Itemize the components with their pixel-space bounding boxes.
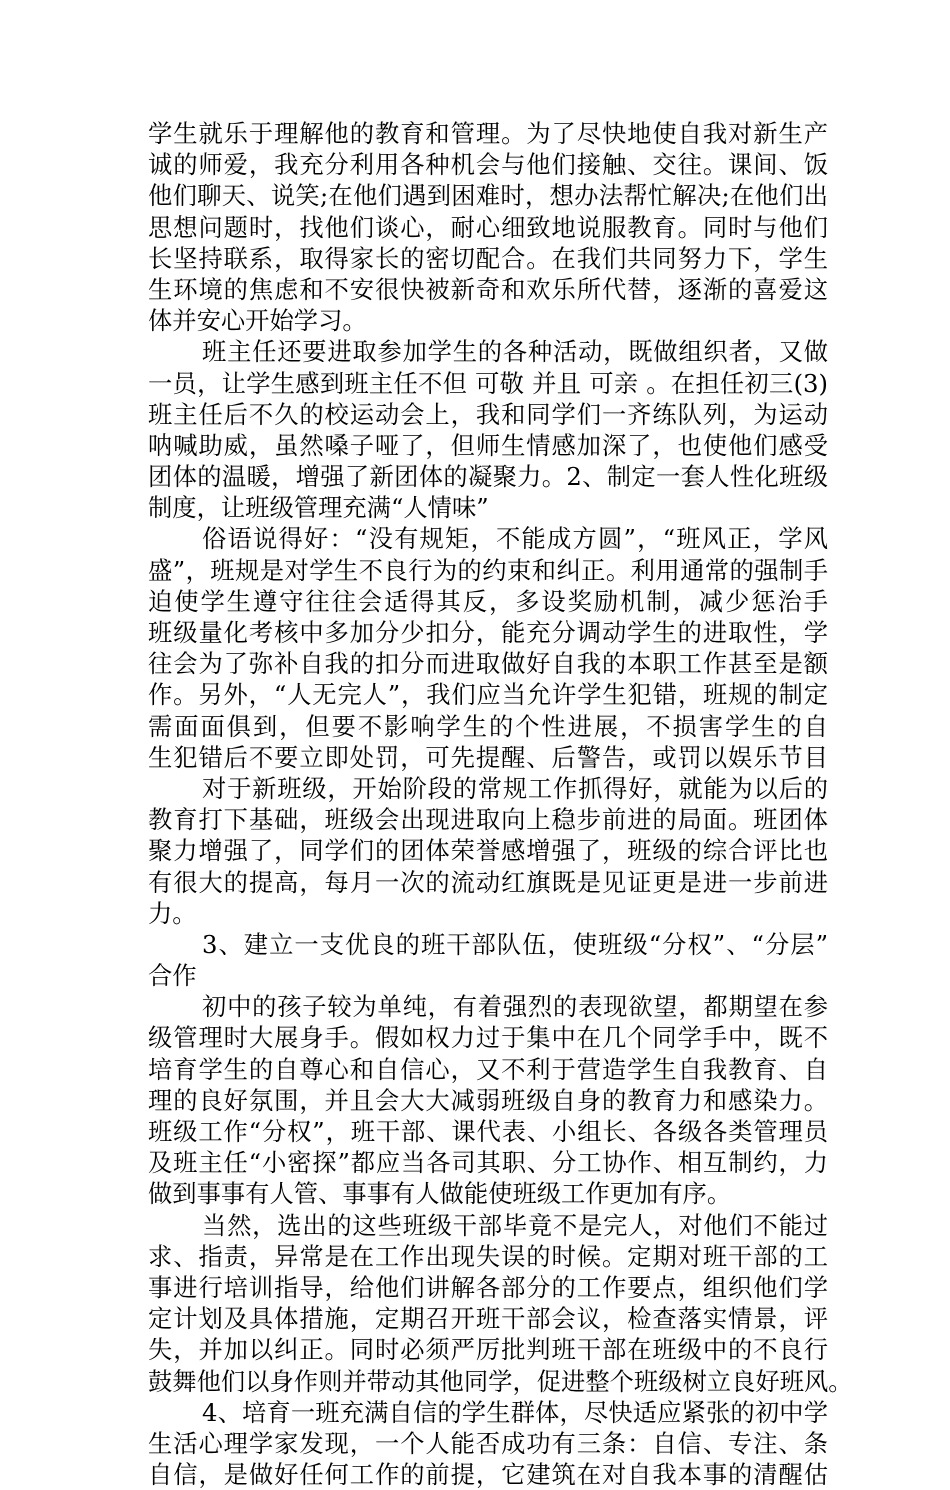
text-line: 理的良好氛围，并且会大大减弱班级自身的教育力和感染力。 <box>148 1085 828 1115</box>
text-line: 教育打下基础，班级会出现进取向上稳步前进的局面。班团体 <box>148 805 828 835</box>
text-line: 自信，是做好任何工作的前提，它建筑在对自我本事的清醒估 <box>148 1460 828 1490</box>
text-line: 学生就乐于理解他的教育和管理。为了尽快地使自我对新生产 <box>148 119 828 148</box>
text-line: 班级量化考核中多加分少扣分，能充分调动学生的进取性，学 <box>148 618 828 647</box>
text-line: 班主任后不久的校运动会上，我和同学们一齐练队列，为运动 <box>148 399 828 429</box>
text-line: 有很大的提高，每月一次的流动红旗既是见证更是进一步前进 <box>148 867 828 897</box>
text-line: 生犯错后不要立即处罚，可先提醒、后警告，或罚以娱乐节目 <box>148 742 828 772</box>
text-line: 团体的温暖，增强了新团体的凝聚力。2、制定一套人性化班级 <box>148 462 828 492</box>
text-line: 体并安心开始学习。 <box>148 306 367 336</box>
text-line: 生活心理学家发现，一个人能否成功有三条：自信、专注、条 <box>148 1428 828 1458</box>
text-line: 当然，选出的这些班级干部毕竟不是完人，对他们不能过 <box>202 1210 828 1240</box>
text-line: 求、指责，异常是在工作出现失误的时候。定期对班干部的工 <box>148 1241 828 1271</box>
text-line: 力。 <box>148 898 197 928</box>
text-line: 他们聊天、说笑;在他们遇到困难时，想办法帮忙解决;在他们出 <box>148 181 828 211</box>
text-line: 失，并加以纠正。同时必须严厉批判班干部在班级中的不良行 <box>148 1335 828 1365</box>
text-line: 长坚持联系，取得家长的密切配合。在我们共同努力下，学生 <box>148 243 828 273</box>
text-line: 盛”，班规是对学生不良行为的约束和纠正。利用通常的强制手 <box>148 555 828 585</box>
text-line: 思想问题时，找他们谈心，耐心细致地说服教育。同时与他们 <box>148 212 828 242</box>
text-line: 级管理时大展身手。假如权力过于集中在几个同学手中，既不 <box>148 1023 828 1053</box>
text-line: 合作 <box>148 961 197 991</box>
text-line: 4、培育一班充满自信的学生群体，尽快适应紧张的初中学 <box>202 1397 828 1427</box>
text-line: 初中的孩子较为单纯，有着强烈的表现欲望，都期望在参 <box>202 992 828 1022</box>
text-line: 诚的师爱，我充分利用各种机会与他们接触、交往。课间、饭 <box>148 150 828 180</box>
text-line: 往会为了弥补自我的扣分而进取做好自我的本职工作甚至是额 <box>148 649 828 679</box>
text-line: 3、建立一支优良的班干部队伍，使班级“分权”、“分层” <box>202 929 828 959</box>
text-line: 鼓舞他们以身作则并带动其他同学，促进整个班级树立良好班风。 <box>148 1366 853 1396</box>
text-line: 一员，让学生感到班主任不但 可敬 并且 可亲 。在担任初三(3) <box>148 368 828 398</box>
text-line: 需面面俱到，但要不影响学生的个性进展，不损害学生的自 <box>148 711 828 741</box>
text-line: 作。另外，“人无完人”，我们应当允许学生犯错，班规的制定 <box>148 680 828 710</box>
text-line: 做到事事有人管、事事有人做能使班级工作更加有序。 <box>148 1179 732 1209</box>
text-line: 对于新班级，开始阶段的常规工作抓得好，就能为以后的 <box>202 773 828 803</box>
text-line: 生环境的焦虑和不安很快被新奇和欢乐所代替，逐渐的喜爱这 <box>148 274 828 304</box>
text-line: 班主任还要进取参加学生的各种活动，既做组织者，又做 <box>202 337 828 367</box>
document-body <box>148 118 853 1490</box>
text-line: 及班主任“小密探”都应当各司其职、分工协作、相互制约，力 <box>148 1148 828 1178</box>
text-line: 呐喊助威，虽然嗓子哑了，但师生情感加深了，也使他们感受 <box>148 430 828 460</box>
text-line: 培育学生的自尊心和自信心，又不利于营造学生自我教育、自 <box>148 1054 828 1084</box>
text-line: 定计划及具体措施，定期召开班干部会议，检查落实情景，评 <box>148 1304 828 1334</box>
text-line: 聚力增强了，同学们的团体荣誉感增强了，班级的综合评比也 <box>148 836 828 866</box>
text-line: 制度，让班级管理充满“人情味” <box>148 493 489 523</box>
text-line: 事进行培训指导，给他们讲解各部分的工作要点，组织他们学 <box>148 1272 828 1302</box>
text-line: 俗语说得好：“没有规矩，不能成方圆”，“班风正，学风 <box>202 524 828 554</box>
text-line: 迫使学生遵守往往会适得其反，多设奖励机制，减少惩治手 <box>148 586 828 616</box>
text-line: 班级工作“分权”，班干部、课代表、小组长、各级各类管理员 <box>148 1117 828 1146</box>
